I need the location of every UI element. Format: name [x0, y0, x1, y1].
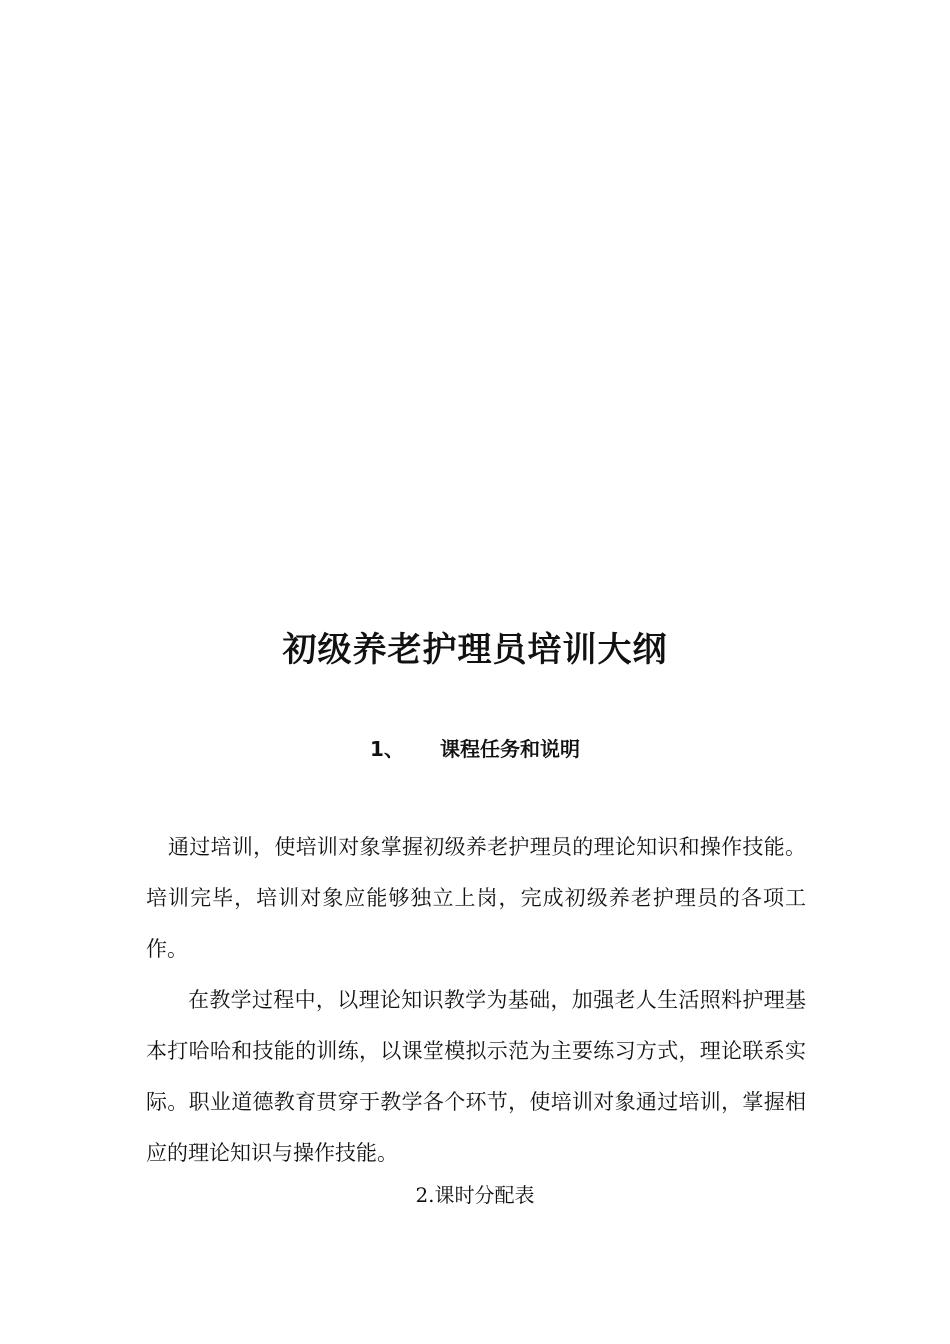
paragraph-teaching-process: 在教学过程中，以理论知识教学为基础，加强老人生活照料护理基本打哈哈和技能的训练，以课堂模拟示范为主要练习方式，理论联系实际。职业道德教育贯穿于教学各个环节，使培训对象通过培训，掌握相应的理论知识与操作技能。 — [146, 988, 806, 1165]
paragraph-training-goal: 通过培训，使培训对象掌握初级养老护理员的理论知识和操作技能。培训完毕，培训对象应能够独立上岗，完成初级养老护理员的各项工作。 — [146, 835, 806, 961]
section-heading-course-tasks — [0, 734, 950, 764]
document-title: 初级养老护理员培训大纲 — [282, 630, 668, 670]
section-heading-text: 课程任务和说明 — [439, 737, 580, 761]
section-number: 1、 — [370, 737, 404, 761]
section-heading-hours-table: 2.课时分配表 — [415, 1183, 535, 1207]
